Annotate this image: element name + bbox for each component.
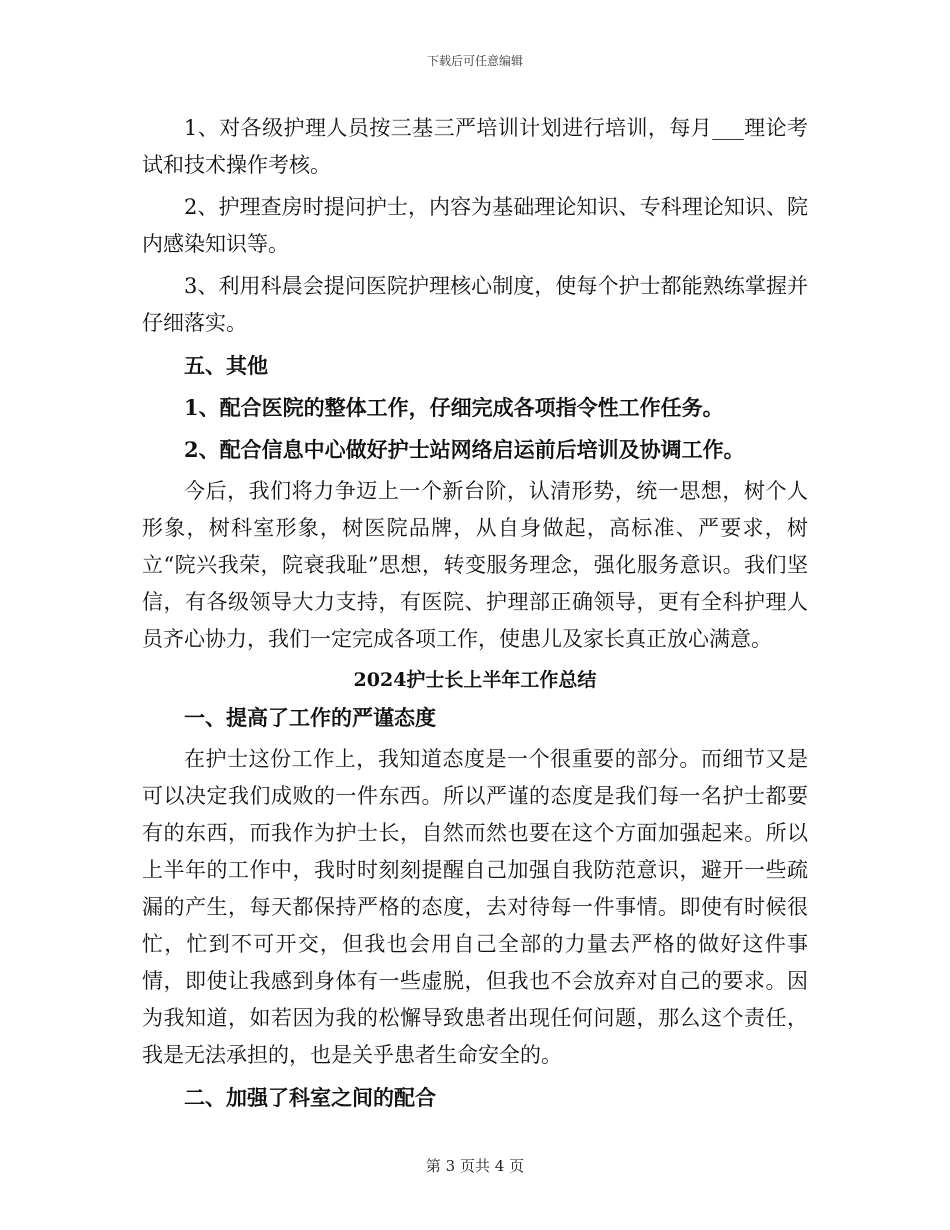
paragraph-ward-round: 2、护理查房时提问护士，内容为基础理论知识、专科理论知识、院内感染知识等。 (142, 195, 808, 256)
paragraph-core-system: 3、利用科晨会提问医院护理核心制度，使每个护士都能熟练掌握并仔细落实。 (142, 274, 808, 335)
section-heading-other: 五、其他 (184, 353, 268, 378)
paragraph-future-outlook: 今后，我们将力争迈上一个新台阶，认清形势，统一思想，树个人形象，树科室形象，树医院品牌，从自身做起，高标准、严要求，树立“院兴我荣，院衰我耻”思想，转变服务理念，强化服务意识。我们坚信，有各级领导大力支持，有医院、护理部正确领导，更有全科护理人员齐心协力，我们一定完成各项工作，使患儿及家长真正放心满意。 (142, 479, 808, 651)
paragraph-training-plan: 1、对各级护理人员按三基三严培训计划进行培训，每月___理论考试和技术操作考核。 (142, 116, 808, 177)
section-heading-cooperation: 二、加强了科室之间的配合 (184, 1085, 436, 1110)
page-header: 下载后可任意编辑 (426, 54, 523, 68)
section-heading-attitude: 一、提高了工作的严谨态度 (184, 705, 436, 730)
paragraph-attitude: 在护士这份工作上，我知道态度是一个很重要的部分。而细节又是可以决定我们成败的一件东西。所以严谨的态度是我们每一名护士都要有的东西，而我作为护士长，自然而然也要在这个方面加强起来。所以上半年的工作中，我时时刻刻提醒自己加强自我防范意识，避开一些疏漏的产生，每天都保持严格的态度，去对待每一件事情。即使有时候很忙，忙到不可开交，但我也会用自己全部的力量去严格的做好这件事情，即使让我感到身体有一些虚脱，但我也不会放弃对自己的要求。因为我知道，如若因为我的松懈导致患者出现任何问题，那么这个责任，我是无法承担的，也是关乎患者生命安全的。 (142, 747, 808, 1067)
paragraph-hospital-work: 1、配合医院的整体工作，仔细完成各项指令性工作任务。 (184, 395, 724, 420)
paragraph-info-center: 2、配合信息中心做好护士站网络启运前后培训及协调工作。 (184, 437, 745, 462)
document-body (142, 110, 808, 1116)
page-footer: 第 3 页共 4 页 (425, 1157, 525, 1175)
document-title: 2024护士长上半年工作总结 (353, 669, 597, 691)
